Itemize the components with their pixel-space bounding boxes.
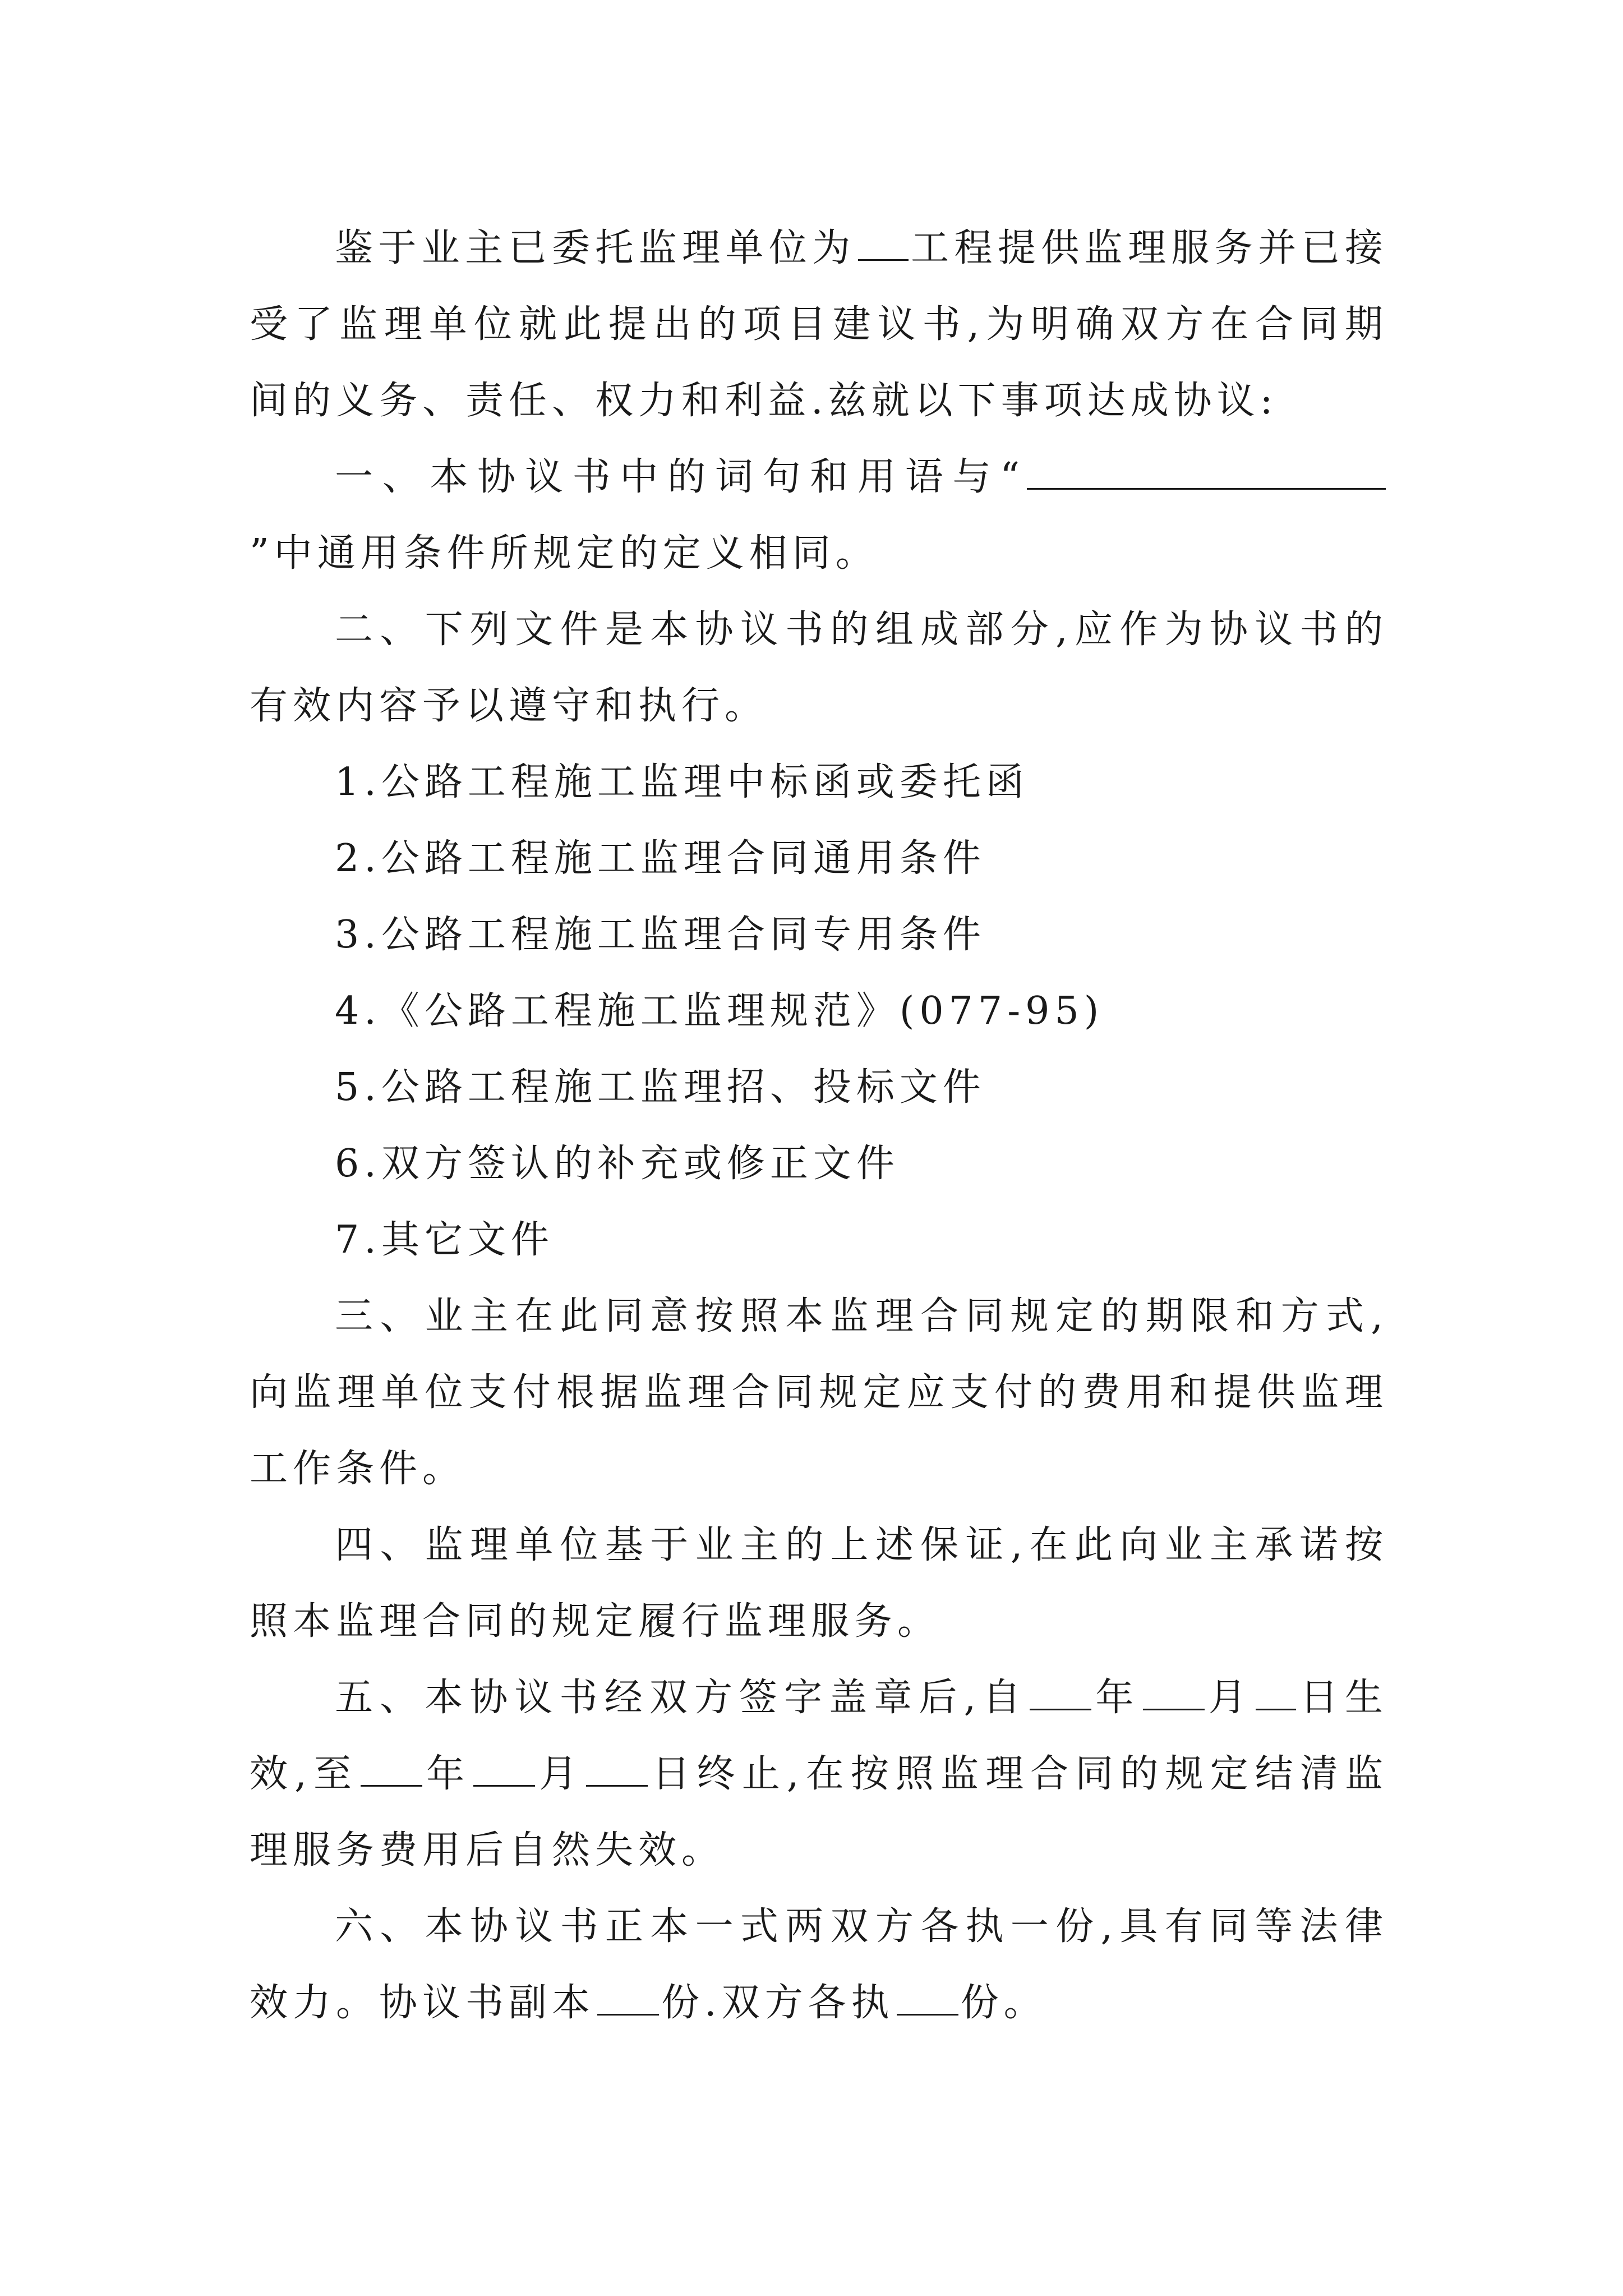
intro-text-after: 工程提供监理服务并已接受了监理单位就此提出的项目建议书,为明确双方在合同期间的义务、责任、权力和利益.兹就以下事项达成协议: <box>250 226 1388 423</box>
clause-6-text-2: 份.双方各执 <box>661 1981 895 2025</box>
project-name-blank <box>858 226 909 261</box>
start-month-blank <box>1143 1675 1205 1710</box>
document-item-3: 3.公路工程施工监理合同专用条件 <box>335 913 986 957</box>
document-item-6: 6.双方签认的补充或修正文件 <box>335 1142 900 1186</box>
intro-paragraph <box>250 210 1388 439</box>
clause-6 <box>250 1889 1388 2041</box>
document-item-1: 1.公路工程施工监理中标函或委托函 <box>335 760 1029 804</box>
clause-5-text-7: 日终止,在按照监理合同的规定结清监理服务费用后自然失效。 <box>250 1752 1388 1872</box>
clause-5-text-4: 日生效,至 <box>250 1676 1388 1796</box>
end-day-blank <box>586 1751 648 1787</box>
intro-text-before: 鉴于业主已委托监理单位为 <box>335 226 856 270</box>
document-item-4: 4.《公路工程施工监理规范》(077-95) <box>335 989 1104 1033</box>
copies-each-blank <box>897 1980 958 2016</box>
clause-6-text-1: 六、本协议书正本一式两双方各执一份,具有同等法律效力。协议书副本 <box>250 1904 1388 2025</box>
document-item-2: 2.公路工程施工监理合同通用条件 <box>335 836 986 881</box>
clause-1-text-before: 一、本协议书中的词句和用语与“ <box>335 455 1025 499</box>
clause-5-text-1: 五、本协议书经双方签字盖章后,自 <box>335 1676 1028 1720</box>
clause-4: 四、监理单位基于业主的上述保证,在此向业主承诺按照本监理合同的规定履行监理服务。 <box>250 1523 1388 1644</box>
clause-5-text-3: 月 <box>1206 1676 1253 1720</box>
clause-1-text-after: ”中通用条件所规定的定义相同。 <box>250 531 879 576</box>
copies-count-blank <box>597 1980 659 2016</box>
end-year-blank <box>361 1751 422 1787</box>
clause-5-text-5: 年 <box>424 1752 472 1796</box>
start-day-blank <box>1256 1675 1296 1710</box>
end-month-blank <box>473 1751 535 1787</box>
agreement-document <box>250 210 1388 2041</box>
clause-1 <box>250 439 1388 592</box>
start-year-blank <box>1030 1675 1091 1710</box>
document-item-7: 7.其它文件 <box>335 1218 554 1262</box>
clause-2: 二、下列文件是本协议书的组成部分,应作为协议书的有效内容予以遵守和执行。 <box>250 608 1388 728</box>
clause-5-text-2: 年 <box>1094 1676 1141 1720</box>
document-item-5: 5.公路工程施工监理招、投标文件 <box>335 1065 986 1110</box>
contract-name-blank <box>1027 454 1386 490</box>
clause-5-text-6: 月 <box>537 1752 584 1796</box>
clause-5 <box>250 1660 1388 1889</box>
clause-3: 三、业主在此同意按照本监理合同规定的期限和方式,向监理单位支付根据监理合同规定应支付的费用和提供监理工作条件。 <box>250 1294 1388 1491</box>
clause-6-text-3: 份。 <box>960 1981 1047 2025</box>
